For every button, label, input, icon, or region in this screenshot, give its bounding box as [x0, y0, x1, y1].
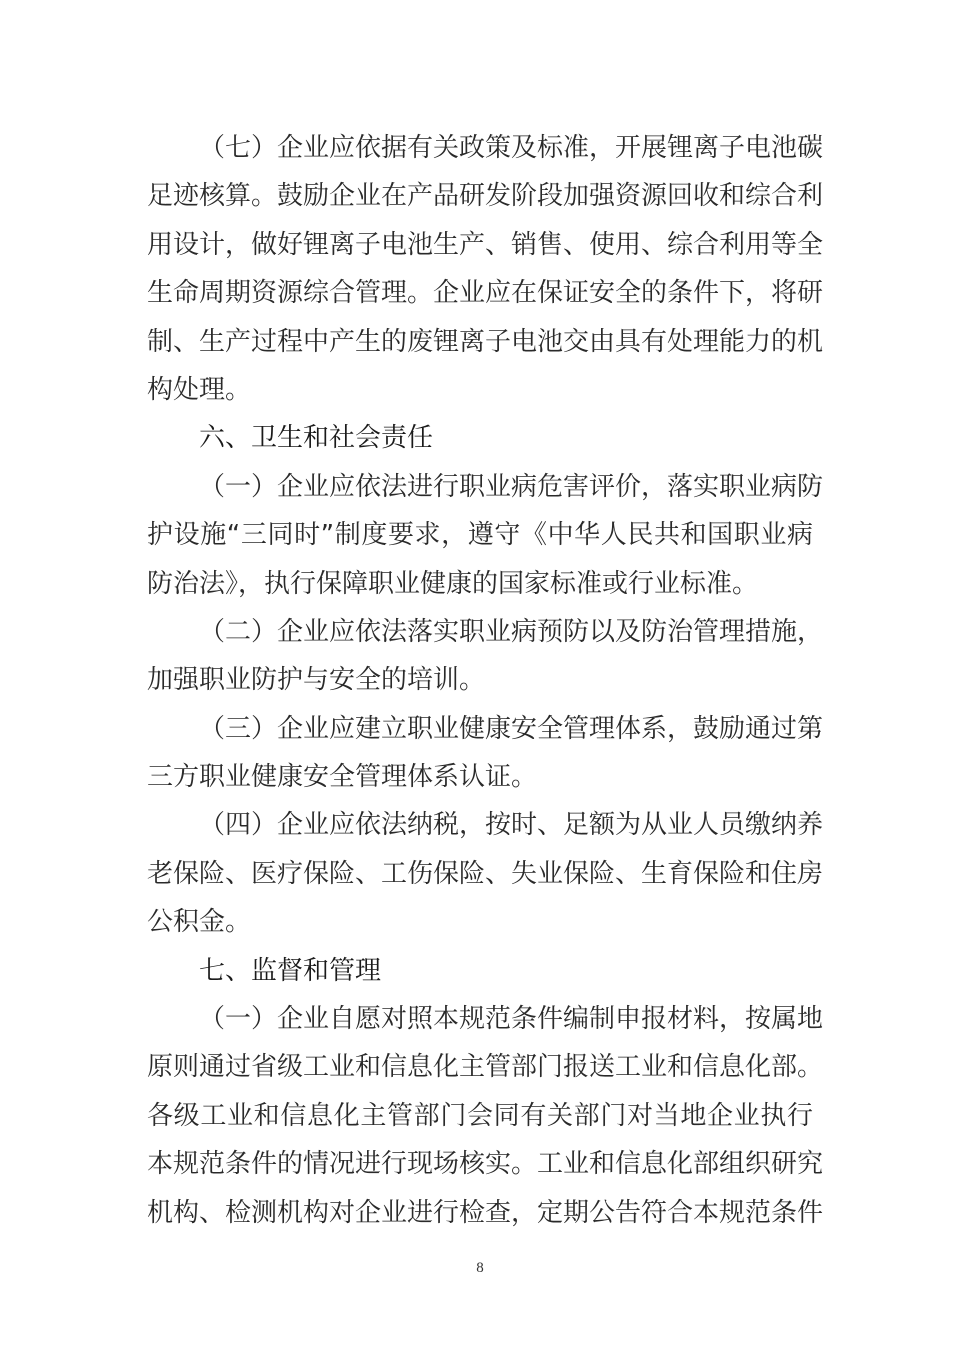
paragraph-section7-item1: [147, 995, 824, 1237]
text-line: （二）企业应依法落实职业病预防以及防治管理措施，: [199, 616, 824, 647]
text-line: 各级工业和信息化主管部门会同有关部门对当地企业执行: [147, 1100, 813, 1131]
text-line: 制、生产过程中产生的废锂离子电池交由具有处理能力的机: [147, 326, 824, 357]
text-line: 公积金。: [147, 907, 252, 938]
section-heading-7: 七、监督和管理: [199, 955, 382, 986]
text-line: （四）企业应依法纳税，按时、足额为从业人员缴纳养: [199, 810, 824, 841]
text-line: 机构、检测机构对企业进行检查，定期公告符合本规范条件: [147, 1197, 824, 1228]
text-line: 防治法》，执行保障职业健康的国家标准或行业标准。: [147, 568, 759, 599]
text-line: （三）企业应建立职业健康安全管理体系，鼓励通过第: [199, 713, 824, 744]
paragraph-section6-item4: [147, 801, 824, 946]
paragraph-section5-item7: [147, 124, 824, 414]
text-line: （七）企业应依据有关政策及标准，开展锂离子电池碳: [199, 133, 824, 163]
page-number: 8: [476, 1260, 484, 1276]
text-line: 三方职业健康安全管理体系认证。: [147, 762, 538, 793]
section-heading-6: 六、卫生和社会责任: [199, 423, 434, 454]
text-line: 生命周期资源综合管理。企业应在保证安全的条件下，将研: [147, 278, 824, 309]
text-line: 本规范条件的情况进行现场核实。工业和信息化部组织研究: [147, 1149, 824, 1180]
text-line: 用设计，做好锂离子电池生产、销售、使用、综合利用等全: [147, 229, 824, 260]
paragraph-section6-item3: [147, 705, 824, 802]
text-line: 老保险、医疗保险、工伤保险、失业保险、生育保险和住房: [147, 858, 824, 889]
text-line: 护设施“三同时”制度要求，遵守《中华人民共和国职业病: [147, 520, 813, 551]
text-line: （一）企业应依法进行职业病危害评价，落实职业病防: [199, 471, 824, 502]
paragraph-section6-item1: [147, 463, 824, 608]
text-line: 加强职业防护与安全的培训。: [147, 665, 486, 696]
text-line: （一）企业自愿对照本规范条件编制申报材料，按属地: [199, 1004, 824, 1035]
text-line: 足迹核算。鼓励企业在产品研发阶段加强资源回收和综合利: [147, 181, 824, 212]
paragraph-section6-item2: [147, 608, 824, 705]
document-page: [147, 124, 824, 1237]
text-line: 构处理。: [147, 374, 252, 405]
text-line: 原则通过省级工业和信息化主管部门报送工业和信息化部。: [147, 1052, 824, 1083]
